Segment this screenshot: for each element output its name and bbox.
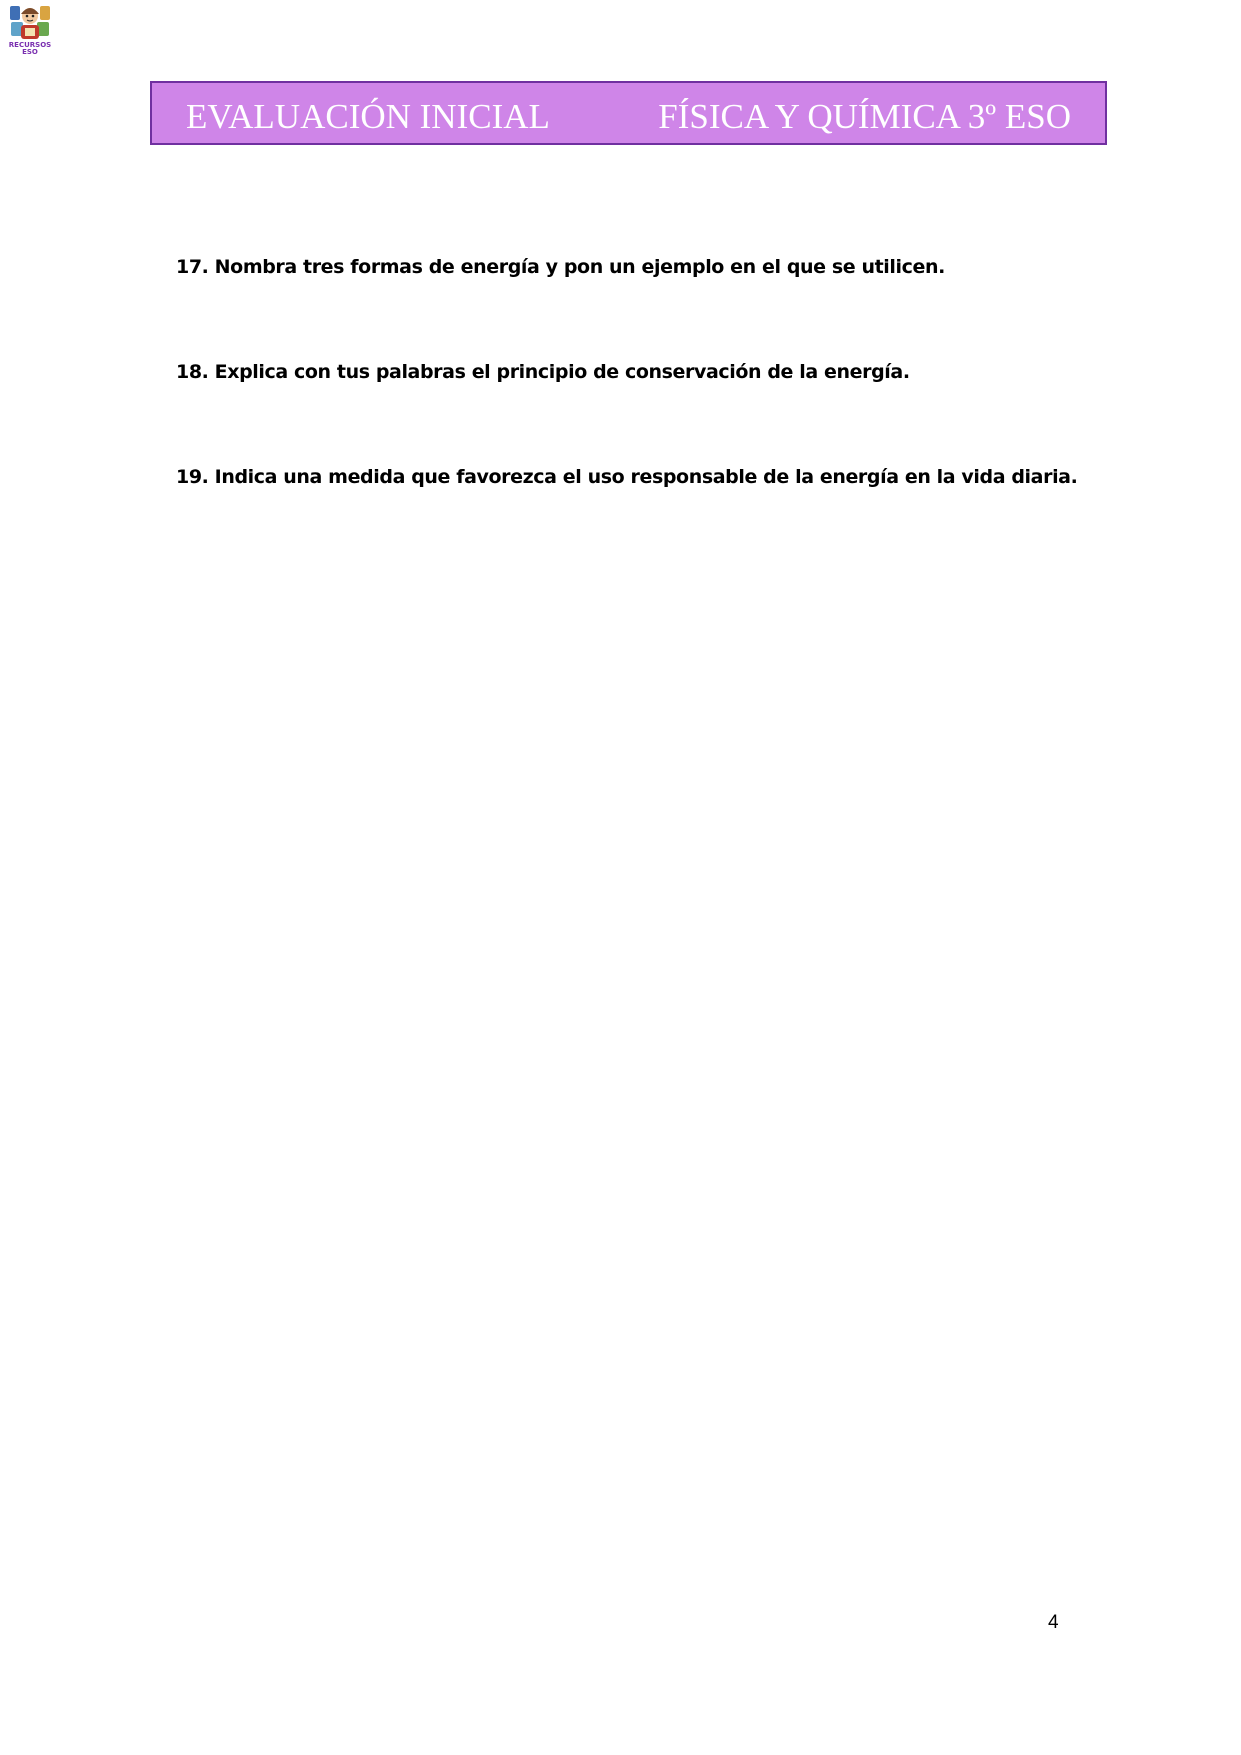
subject-title: FÍSICA Y QUÍMICA 3º ESO	[658, 97, 1071, 136]
page-number: 4	[1048, 1612, 1059, 1633]
question-18: 18. Explica con tus palabras el principio de conservación de la energía.	[176, 361, 910, 383]
recursos-eso-logo	[8, 2, 52, 58]
logo-illustration	[8, 2, 52, 42]
logo-text: RECURSOS ESO	[8, 41, 52, 56]
question-17: 17. Nombra tres formas de energía y pon un ejemplo en el que se utilicen.	[176, 256, 945, 278]
question-19: 19. Indica una medida que favorezca el uso responsable de la energía en la vida diaria.	[176, 466, 1078, 488]
evaluation-title: EVALUACIÓN INICIAL	[186, 97, 550, 136]
header-banner	[150, 81, 1107, 145]
